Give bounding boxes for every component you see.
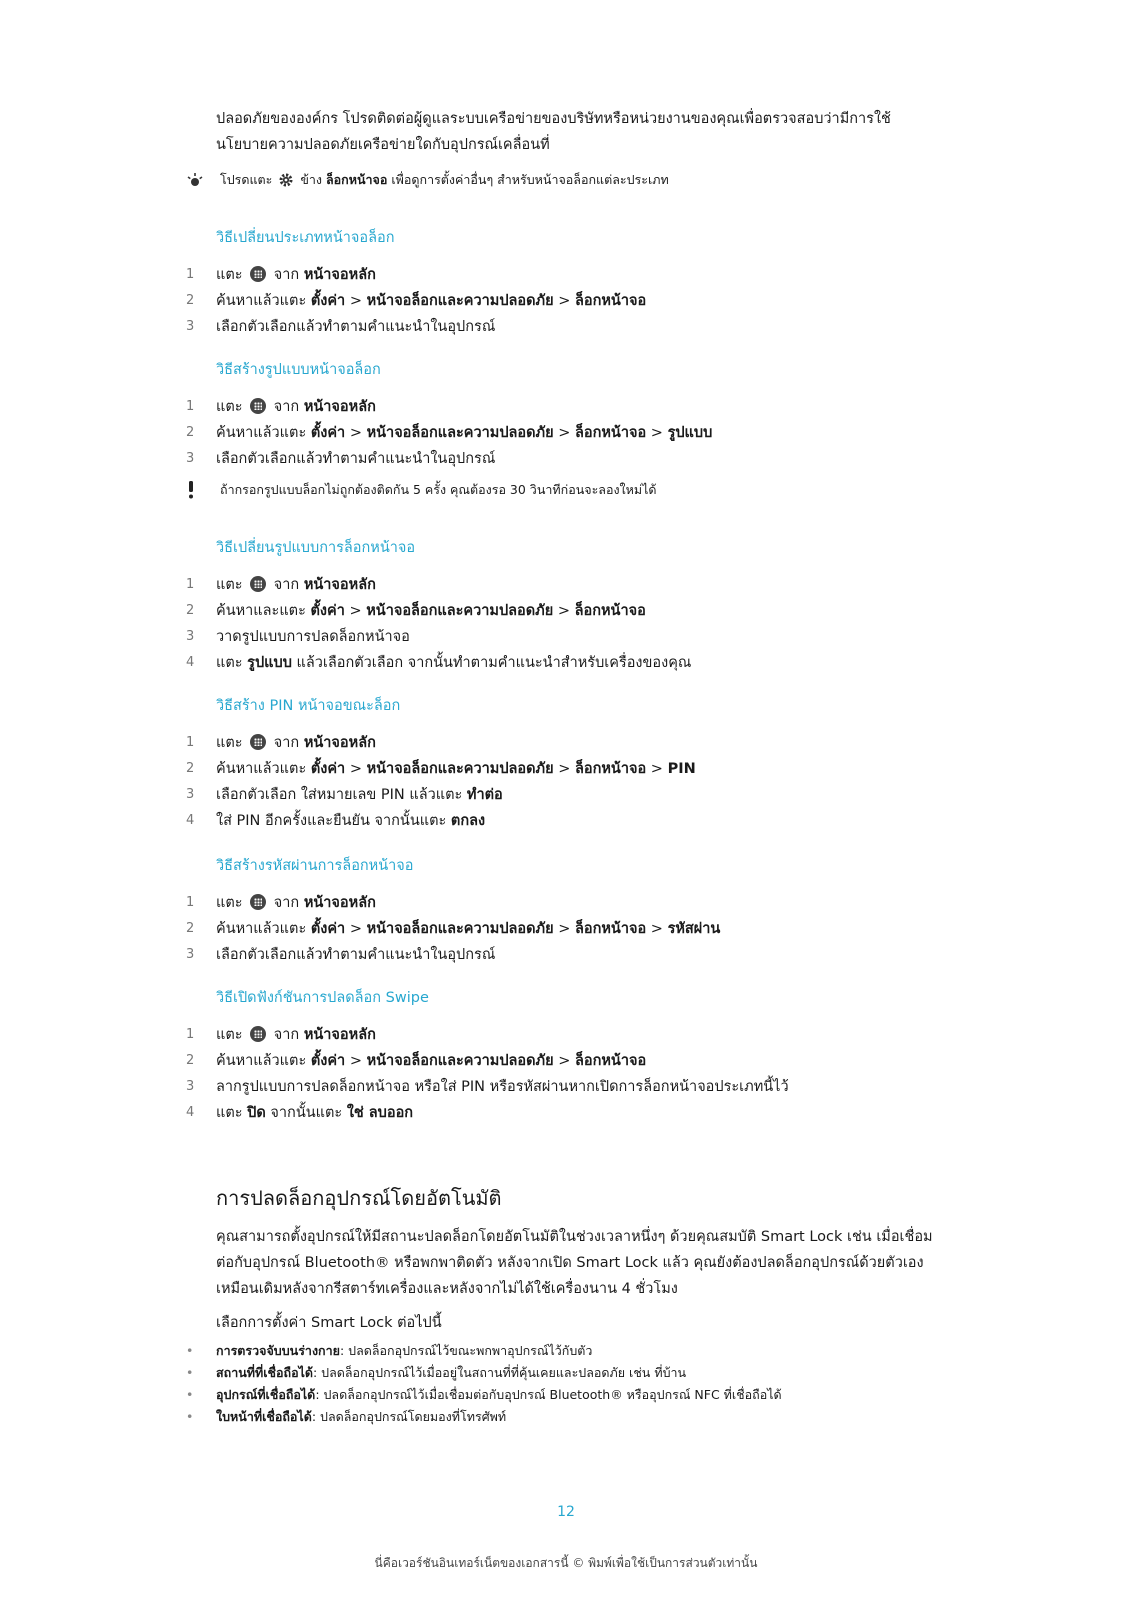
- section-title-create-pattern: วิธีสร้างรูปแบบหน้าจอล็อก: [216, 362, 381, 378]
- section-title-create-password: วิธีสร้างรหัสผ่านการล็อกหน้าจอ: [216, 858, 414, 874]
- app-grid-icon: [250, 398, 266, 414]
- tip-text-bold: ล็อกหน้าจอ: [326, 172, 388, 187]
- section-title-create-pin: วิธีสร้าง PIN หน้าจอขณะล็อก: [216, 698, 401, 714]
- tip-text-mid: ข้าง: [300, 172, 323, 187]
- lightbulb-icon: [186, 172, 204, 195]
- tip-text-pre: โปรดแตะ: [220, 172, 273, 187]
- intro-line-2: นโยบายความปลอดภัยเครือข่ายใดกับอุปกรณ์เคลื่อนที่: [216, 137, 550, 153]
- page-number: 12: [557, 1504, 575, 1520]
- document-page: ปลอดภัยขององค์กร โปรดติดต่อผู้ดูแลระบบเครือข่ายของบริษัทหรือหน่วยงานของคุณเพื่อตรวจสอบว่ามีการใช้ นโยบายความปลอดภัยเครือข่ายใดกับอุปกรณ์เคลื่อนที่ โปรดแตะ ข้าง ล็อกหน้าจอ เพื่อดูการตั้งค่าอื่นๆ สำหรับหน้าจอล็อกแต่ละประเภท วิธีเปลี่ยนประเภทหน้าจอล็อก 1 แตะ จาก หน้าจอหลัก 2 ค้นหาแล้วแตะ ตั้งค่า > หน้าจอล็อกและความปลอดภัย > ล็อกหน้าจอ 3 เลือกตัวเลือกแล้วทำตามคำแนะนำในอุปกรณ์ วิธีสร้างรูปแบบหน้าจอล็อก 1 แตะ จาก หน้าจอหลัก 2 ค้นหาแล้วแตะ ตั้งค่า > หน้าจอล็อกและความปลอดภัย > ล็อกหน้าจอ > รูปแบบ 3 เลือกตัวเลือกแล้วทำตามคำแนะนำในอุปกรณ์ ถ้ากรอกรูปแบบล็อกไม่ถูกต้องติดกัน 5 ครั้ง คุณต้องรอ 30 วินาทีก่อนจะลองใหม่ได้ วิธีเปลี่ยนรูปแบบการล็อกหน้าจอ 1 แตะ จาก หน้าจอหลัก 2 ค้นหาและแตะ ตั้งค่า > หน้าจอล็อกและความปลอดภัย > ล็อกหน้าจอ 3 วาดรูปแบบการปลดล็อกหน้าจอ 4 แตะ รูปแบบ แล้วเลือกตัวเลือก จากนั้นทำตามคำแนะนำสำหรับเครื่องของคุณ วิธีสร้าง PIN หน้าจอขณะล็อก 1 แตะ จาก หน้าจอหลัก 2 ค้นหาแล้วแตะ ตั้งค่า > หน้าจอล็อกและความปลอดภัย > ล็อกหน้าจอ > PIN 3 เลือกตัวเลือก ใส่หมายเลข PIN แล้วแตะ ทำต่อ 4 ใส่ PIN อีกครั้งและยืนยัน จากนั้นแตะ ตกลง วิธีสร้างรหัสผ่านการล็อกหน้าจอ 1 แตะ จาก หน้าจอหลัก 2 ค้นหาแล้วแตะ ตั้งค่า > หน้าจอล็อกและความปลอดภัย > ล็อกหน้าจอ > รหัสผ่าน 3 เลือกตัวเลือกแล้วทำตามคำแนะนำในอุปกรณ์ วิธีเปิดฟังก์ชันการปลดล็อก Swipe 1 แตะ จาก หน้าจอหลัก 2 ค้นหาแล้วแตะ ตั้งค่า > หน้าจอล็อกและความปลอดภัย > ล็อกหน้าจอ 3 ลากรูปแบบการปลดล็อกหน้าจอ หรือใส่ PIN หรือรหัสผ่านหากเปิดการล็อกหน้าจอประเภทนี้ไว้ 4 แตะ ปิด จากนั้นแตะ ใช่ ลบออก การปลดล็อกอุปกรณ์โดยอัตโนมัติ คุณสามารถตั้งอุปกรณ์ให้มีสถานะปลดล็อกโดยอัตโนมัติในช่วงเวลาหนึ่งๆ ด้วยคุณสมบัติ Smart Lock เช่น เมื่อเชื่อม ต่อกับอุปกรณ์ Bluetooth® หรือพกพาติดตัว หลังจากเปิด Smart Lock แล้ว คุณยังต้องปลดล็อกอุปกรณ์ด้วยตัวเอง เหมือนเดิมหลังจากรีสตาร์ทเครื่องและหลังจากไม่ได้ใช้เครื่องนาน 4 ชั่วโมง เลือกการตั้งค่า Smart Lock ต่อไปนี้ • การตรวจจับบนร่างกาย: ปลดล็อกอุปกรณ์ไว้ขณะพกพาอุปกรณ์ไว้กับตัว • สถานที่ที่เชื่อถือได้: ปลดล็อกอุปกรณ์ไว้เมื่ออยู่ในสถานที่ที่คุ้นเคยและปลอดภัย เช่น ที่บ้าน • อุปกรณ์ที่เชื่อถือได้: ปลดล็อกอุปกรณ์ไว้เมื่อเชื่อมต่อกับอุปกรณ์ Bluetooth® หรืออุปกรณ์ NFC ที่เชื่อถือได้ • ใบหน้าที่เชื่อถือได้: ปลดล็อกอุปกรณ์โดยมองที่โทรศัพท์ 12 นี่คือเวอร์ชันอินเทอร์เน็ตของเอกสารนี้ © พิมพ์เพื่อใช้เป็นการส่วนตัวเท่านั้น: [0, 0, 1132, 1600]
- app-grid-icon: [250, 1026, 266, 1042]
- warning-note: [186, 480, 657, 500]
- section-title-change-lock-pattern: วิธีเปลี่ยนรูปแบบการล็อกหน้าจอ: [216, 540, 416, 556]
- intro-paragraph: [216, 106, 946, 158]
- section-title-change-lock-type: วิธีเปลี่ยนประเภทหน้าจอล็อก: [216, 230, 395, 246]
- footer-note: นี่คือเวอร์ชันอินเทอร์เน็ตของเอกสารนี้ © พิมพ์เพื่อใช้เป็นการส่วนตัวเท่านั้น: [374, 1556, 758, 1570]
- app-grid-icon: [250, 734, 266, 750]
- app-grid-icon: [250, 894, 266, 910]
- gear-icon: [278, 172, 294, 193]
- auto-unlock-paragraph: คุณสามารถตั้งอุปกรณ์ให้มีสถานะปลดล็อกโดยอัตโนมัติในช่วงเวลาหนึ่งๆ ด้วยคุณสมบัติ Smart Lock เช่น เมื่อเชื่อม ต่อกับอุปกรณ์ Bluetooth® หรือพกพาติดตัว หลังจากเปิด Smart Lock แล้ว คุณยังต้องปลดล็อกอุปกรณ์ด้วยตัวเอง เหมือนเดิมหลังจากรีสตาร์ทเครื่องและหลังจากไม่ได้ใช้เครื่องนาน 4 ชั่วโมง: [216, 1229, 933, 1297]
- app-grid-icon: [250, 266, 266, 282]
- heading-auto-unlock: การปลดล็อกอุปกรณ์โดยอัตโนมัติ: [216, 1186, 502, 1210]
- smart-lock-intro: เลือกการตั้งค่า Smart Lock ต่อไปนี้: [216, 1315, 442, 1331]
- app-grid-icon: [250, 576, 266, 592]
- tip-text-post: เพื่อดูการตั้งค่าอื่นๆ สำหรับหน้าจอล็อกแต่ละประเภท: [391, 172, 669, 187]
- exclamation-icon: [186, 480, 196, 505]
- section-title-swipe-unlock: วิธีเปิดฟังก์ชันการปลดล็อก Swipe: [216, 990, 429, 1006]
- tip-note: [186, 172, 669, 192]
- warning-text: ถ้ากรอกรูปแบบล็อกไม่ถูกต้องติดกัน 5 ครั้ง คุณต้องรอ 30 วินาทีก่อนจะลองใหม่ได้: [220, 482, 657, 497]
- intro-line-1: ปลอดภัยขององค์กร โปรดติดต่อผู้ดูแลระบบเครือข่ายของบริษัทหรือหน่วยงานของคุณเพื่อตรวจสอบว่ามีการใช้: [216, 111, 891, 127]
